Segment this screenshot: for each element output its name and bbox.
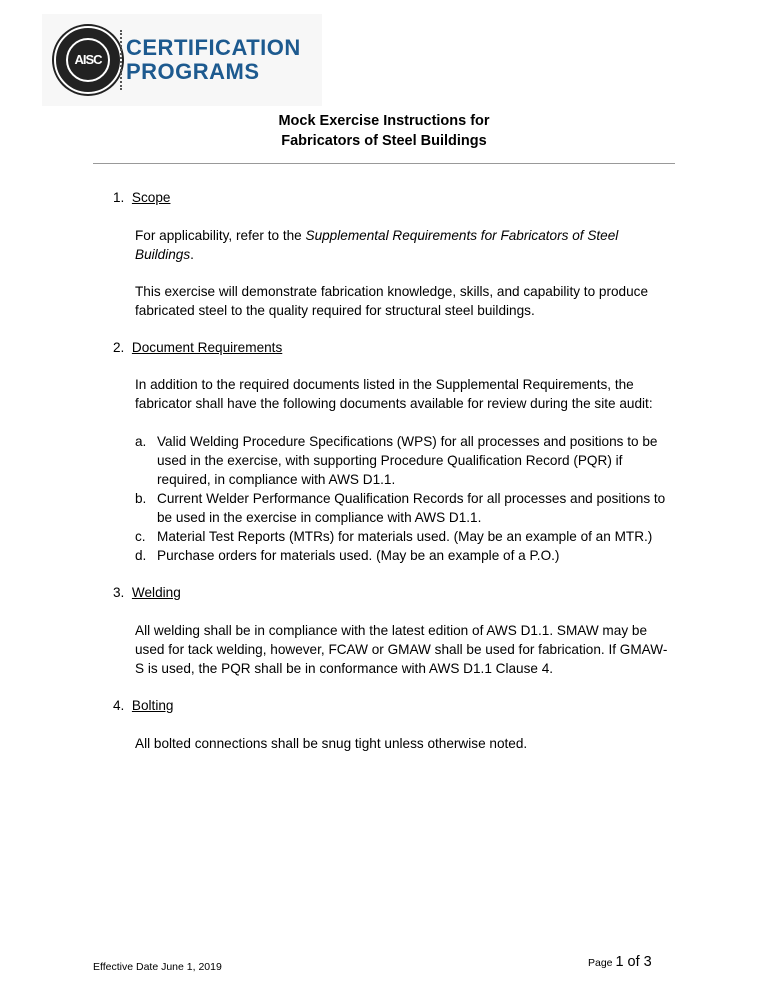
logo-line1: CERTIFICATION	[126, 35, 301, 60]
list-item: d. Purchase orders for materials used. (May be an example of a P.O.)	[135, 548, 560, 563]
list-item: b. Current Welder Performance Qualification Records for all processes and positions to be used in the exercise in compliance with AWS D1.1.	[135, 491, 666, 525]
welding-paragraph: All welding shall be in compliance with the latest edition of AWS D1.1. SMAW may be used for tack welding, however, FCAW or GMAW shall be used for fabrication. If GMAW-S is used, the PQR shall be in conformance with AWS D1.1 Clause 4.	[135, 623, 668, 676]
page-title: Mock Exercise Instructions for Fabricators of Steel Buildings	[278, 113, 490, 149]
effective-date: Effective Date June 1, 2019	[93, 961, 222, 973]
logo-line2: PROGRAMS	[126, 59, 260, 84]
divider	[93, 163, 675, 164]
documents-list	[135, 432, 675, 565]
list-item: c. Material Test Reports (MTRs) for materials used. (May be an example of an MTR.)	[135, 529, 653, 544]
bolting-paragraph: All bolted connections shall be snug tight unless otherwise noted.	[135, 736, 528, 751]
documents-paragraph: In addition to the required documents listed in the Supplemental Requirements, the fabricator shall have the following documents available for review during the site audit:	[135, 377, 653, 411]
section-heading-scope: 1. Scope	[113, 190, 171, 205]
scope-paragraph-2: This exercise will demonstrate fabrication knowledge, skills, and capability to produce fabricated steel to the quality required for structural steel buildings.	[135, 284, 649, 318]
logo-divider	[120, 30, 122, 90]
scope-paragraph-1: For applicability, refer to the Supplemental Requirements for Fabricators of Steel Buildings.	[135, 228, 619, 262]
aisc-certification-logo	[42, 14, 322, 106]
aisc-seal-icon: AISC	[54, 26, 122, 94]
page-number: Page 1 of 3	[588, 954, 652, 970]
section-heading-bolting: 4. Bolting	[113, 698, 174, 713]
section-heading-documents: 2. Document Requirements	[113, 340, 283, 355]
section-heading-welding: 3. Welding	[113, 585, 181, 600]
list-item: a. Valid Welding Procedure Specifications (WPS) for all processes and positions to be used in the exercise, with supporting Procedure Qualification Record (PQR) if required, in compliance with AWS D1.1.	[135, 434, 658, 487]
